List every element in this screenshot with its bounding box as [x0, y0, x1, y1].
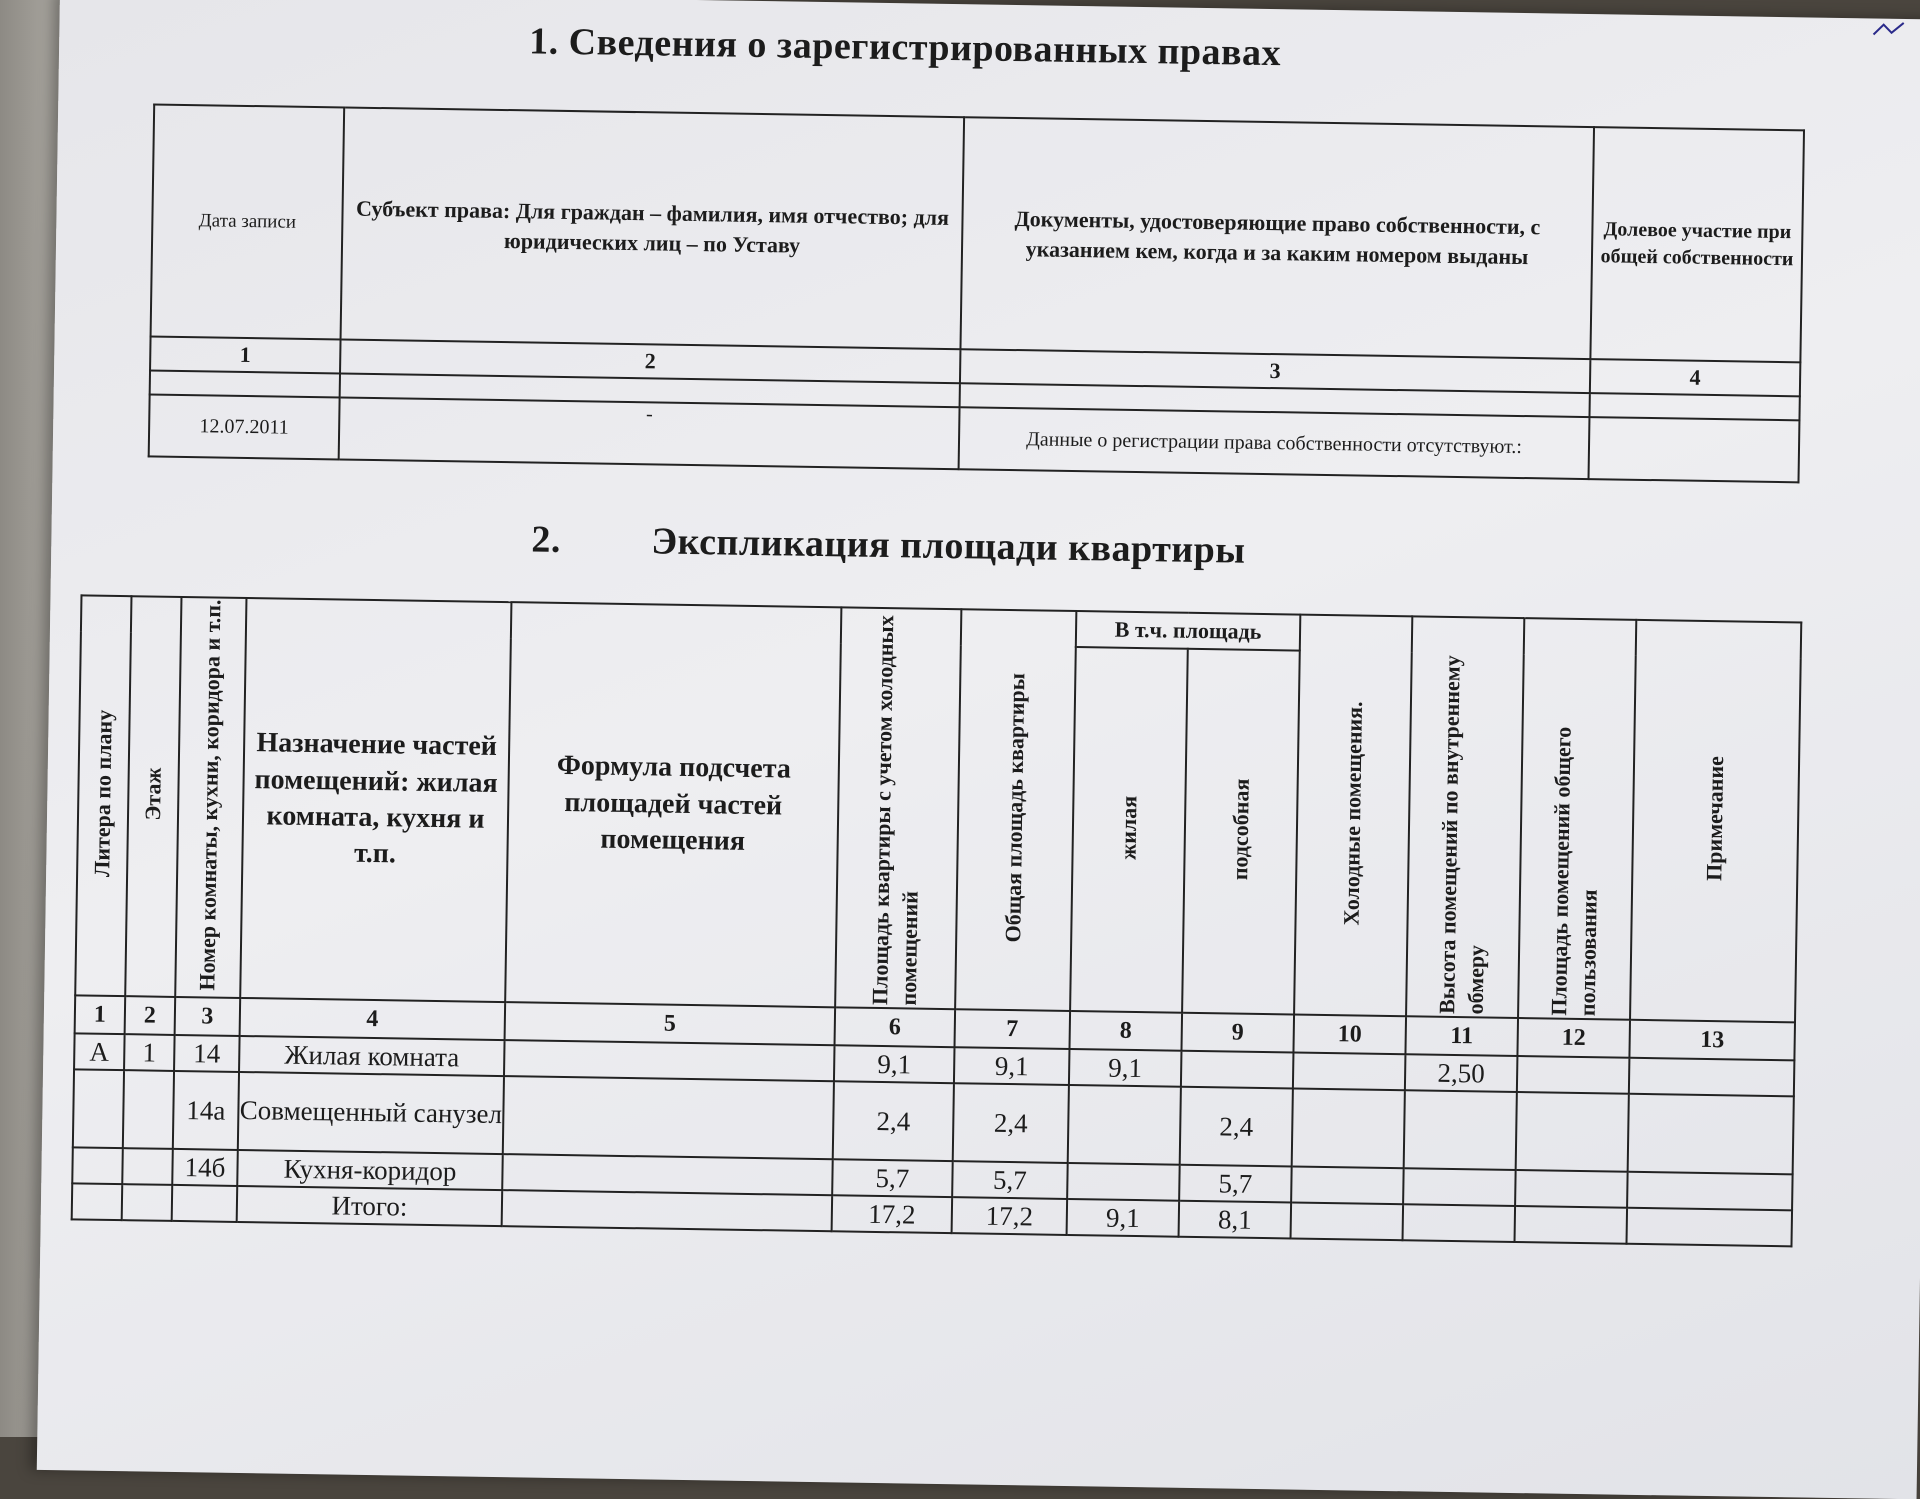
header-height: Высота помещений по внутреннему обмеру [1434, 654, 1490, 1015]
cell-purpose: Совмещенный санузел [239, 1095, 503, 1130]
colnum-5: 5 [505, 1002, 836, 1045]
colnum-3: 3 [175, 997, 241, 1036]
cell-total: 9,1 [954, 1047, 1070, 1085]
section2-title-text: Экспликация площади квартиры [651, 520, 1246, 572]
header-common-area: Площадь помещений общего пользования [1546, 726, 1603, 1016]
header-living: жилая [1115, 795, 1142, 860]
section2-title [531, 517, 1246, 572]
total-total: 17,2 [952, 1197, 1068, 1235]
cell-floor [123, 1070, 174, 1149]
cell-purpose: Жилая комната [239, 1036, 505, 1076]
colnum-13: 13 [1629, 1020, 1795, 1061]
header-purpose: Назначение частей помещений: жилая комната, кухня и т.п. [240, 598, 511, 1002]
header-date: Дата записи [151, 104, 345, 339]
header-room-number: Номер комнаты, кухни, коридора и т.п. [194, 599, 226, 991]
header-subject: Субъект права: Для граждан – фамилия, имя отчество; для юридических лиц – по Уставу [341, 107, 965, 349]
cell-floor [122, 1148, 173, 1185]
row-subject: - [339, 397, 960, 469]
registered-rights-table [148, 103, 1805, 483]
document-sheet [37, 0, 1920, 1499]
cell-room: 14 [174, 1035, 240, 1072]
colnum-12: 12 [1517, 1018, 1630, 1058]
section1-title: 1. Сведения о зарегистрированных правах [528, 20, 1282, 75]
cell-room: 14а [173, 1071, 239, 1150]
row-date: 12.07.2011 [149, 394, 340, 459]
cell-aux: 2,4 [1180, 1087, 1293, 1167]
colnum-11: 11 [1405, 1016, 1518, 1056]
colnum-10: 10 [1293, 1015, 1406, 1055]
colnum-2: 2 [125, 996, 176, 1035]
cell-living: 9,1 [1069, 1049, 1182, 1087]
header-note: Примечание [1701, 756, 1729, 882]
cell-litera [73, 1069, 124, 1148]
cell-litera: А [74, 1033, 125, 1070]
header-cold-rooms: Холодные помещения. [1338, 700, 1367, 926]
total-living: 9,1 [1067, 1199, 1180, 1237]
header-share: Долевое участие при общей собственности [1590, 127, 1804, 362]
cell-area-cold: 2,4 [833, 1081, 954, 1161]
colnum-6: 6 [835, 1007, 956, 1047]
colnum-7: 7 [955, 1009, 1071, 1049]
area-explication-table [71, 594, 1803, 1247]
cell-living [1068, 1085, 1181, 1165]
cell-room: 14б [172, 1149, 238, 1186]
cell-area-cold: 5,7 [832, 1159, 953, 1197]
colnum-4: 4 [240, 998, 506, 1040]
cell-area-cold: 9,1 [834, 1045, 955, 1083]
total-area-cold: 17,2 [832, 1195, 953, 1233]
header-documents: Документы, удостоверяющие право собственности, с указанием кем, когда и за каким номером выданы [960, 117, 1594, 359]
colnum-1: 1 [75, 995, 126, 1034]
colnum-2: 2 [340, 339, 960, 383]
cell-living [1067, 1163, 1180, 1201]
header-formula: Формула подсчета площадей частей помещения [505, 602, 841, 1007]
corner-mark-icon [1869, 18, 1909, 41]
header-auxiliary: подсобная [1226, 778, 1254, 881]
total-label: Итого: [237, 1186, 503, 1226]
colnum-9: 9 [1181, 1013, 1294, 1053]
colnum-8: 8 [1069, 1011, 1182, 1051]
header-floor: Этаж [139, 767, 166, 821]
cell-total: 5,7 [952, 1161, 1068, 1199]
header-incl-area: В т.ч. площадь [1076, 611, 1301, 651]
row-documents: Данные о регистрации права собственности отсутствуют.: [959, 407, 1590, 479]
cell-aux: 5,7 [1179, 1165, 1292, 1203]
header-total-area: Общая площадь квартиры [1000, 672, 1030, 943]
cell-floor: 1 [124, 1034, 175, 1071]
cell-litera [72, 1147, 123, 1184]
colnum-4: 4 [1590, 359, 1801, 396]
section2-number: 2. [531, 518, 562, 561]
cell-aux [1181, 1051, 1294, 1089]
cell-total: 2,4 [953, 1083, 1069, 1163]
row-share [1589, 417, 1800, 482]
colnum-1: 1 [150, 336, 341, 373]
cell-purpose: Кухня-коридор [237, 1150, 503, 1190]
header-area-with-cold: Площадь квартиры с учетом холодных помещений [867, 614, 923, 1006]
colnum-3: 3 [960, 349, 1590, 393]
header-litera: Литера по плану [88, 709, 117, 878]
cell-height: 2,50 [1405, 1054, 1518, 1092]
total-aux: 8,1 [1179, 1201, 1292, 1239]
